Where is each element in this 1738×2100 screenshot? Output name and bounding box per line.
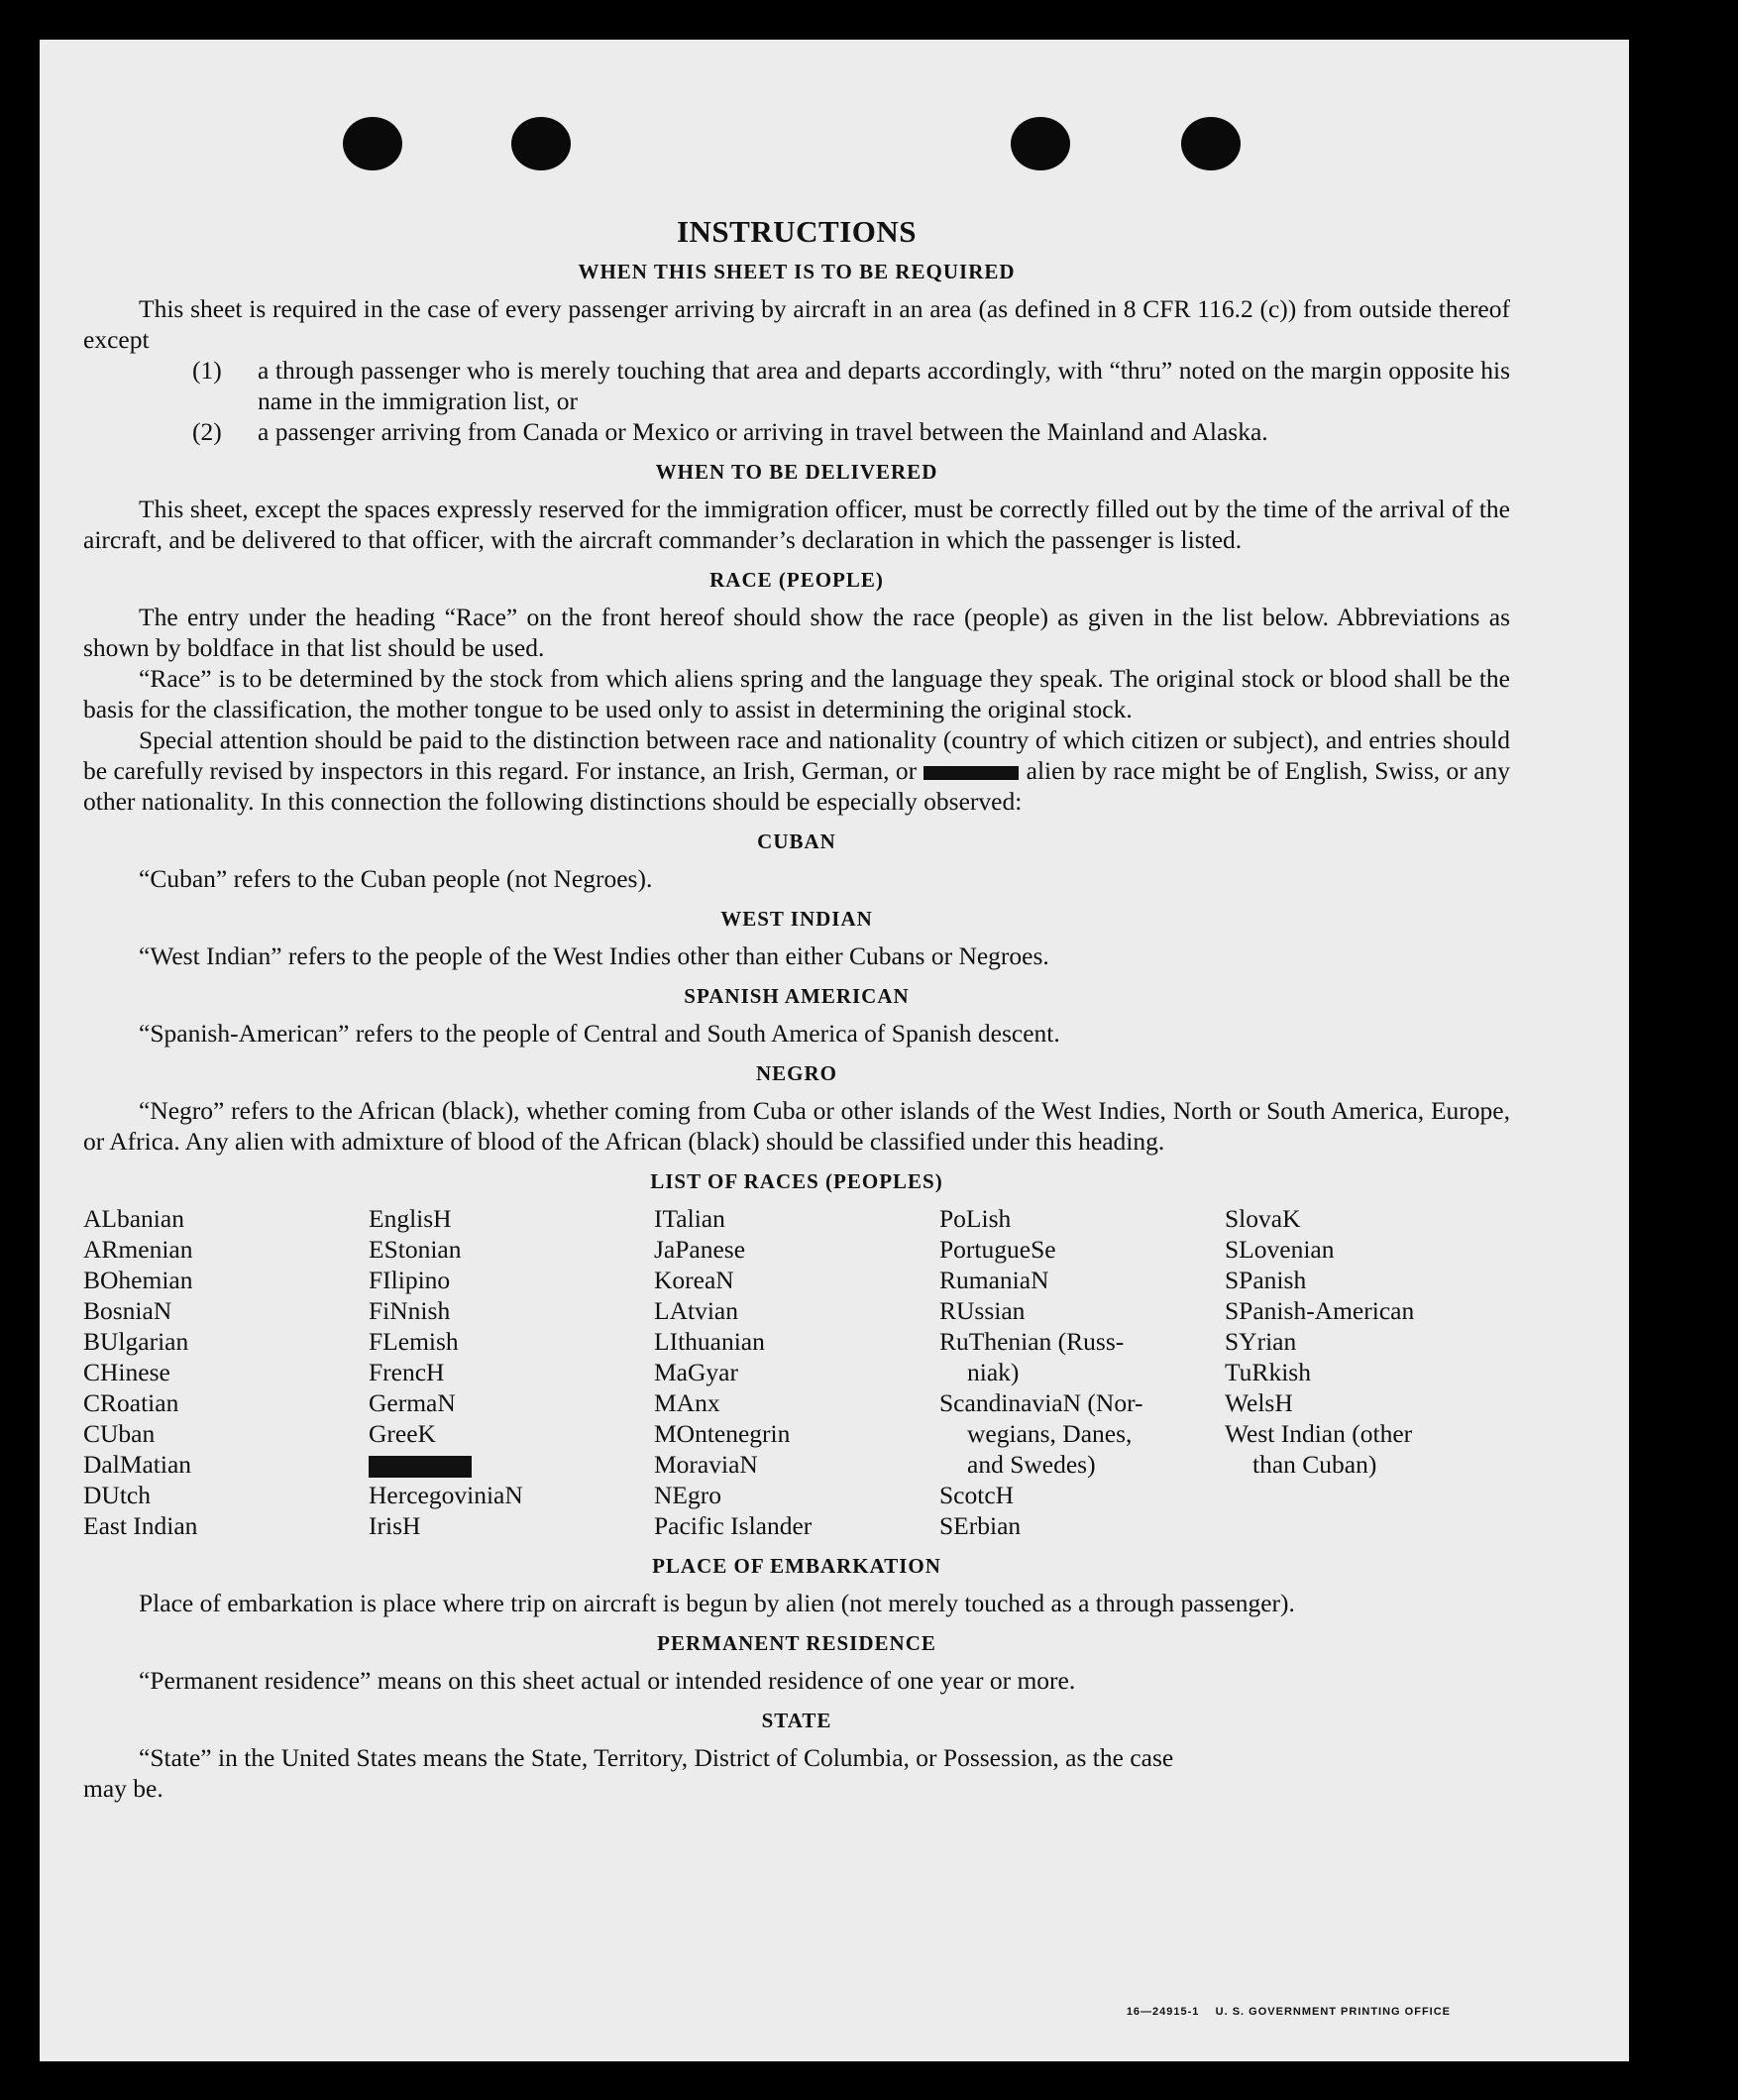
paragraph: The entry under the heading “Race” on the front hereof should show the race (people) as given in the list below. Abbreviations as shown by boldface in that list should be used.: [83, 603, 1510, 662]
race-entry: FIlipino: [369, 1266, 451, 1294]
race-entry: GermaN: [369, 1388, 456, 1417]
race-entry: WelsH: [1225, 1388, 1293, 1417]
race-entry: KoreaN: [654, 1266, 734, 1294]
race-entry: ARmenian: [83, 1235, 193, 1264]
race-entry: Pacific Islander: [654, 1511, 813, 1540]
race-entry: BosniaN: [83, 1296, 172, 1325]
race-entry: RumaniaN: [939, 1266, 1049, 1294]
race-entry: MoraviaN: [654, 1450, 758, 1479]
race-entry: LAtvian: [654, 1296, 738, 1325]
race-entry: HercegoviniaN: [369, 1481, 523, 1509]
page-title: INSTRUCTIONS: [676, 214, 917, 249]
race-entry: CHinese: [83, 1358, 170, 1386]
race-column: [83, 1203, 369, 1541]
race-entry: ITalian: [654, 1204, 725, 1233]
race-column: [654, 1203, 939, 1541]
punch-hole: [511, 117, 571, 170]
race-entry: ScotcH: [939, 1481, 1015, 1509]
paragraph: “State” in the United States means the State, Territory, District of Columbia, or Possession, as the case: [139, 1743, 1174, 1772]
race-entry: RUssian: [939, 1296, 1026, 1325]
paragraph: “Cuban” refers to the Cuban people (not Negroes).: [139, 864, 653, 893]
race-entry: JaPanese: [654, 1235, 746, 1264]
race-entry: BOhemian: [83, 1266, 193, 1294]
punch-hole: [1181, 117, 1241, 170]
section-heading: PLACE OF EMBARKATION: [652, 1554, 941, 1578]
paragraph: “Race” is to be determined by the stock from which aliens spring and the language they speak. The original stock or blood shall be the basis for the classification, the mother tongue to be used only to assist in determining the original stock.: [83, 664, 1510, 723]
document-sheet: [40, 40, 1629, 2061]
paragraph: Place of embarkation is place where trip on aircraft is begun by alien (not merely touched as a through passenger).: [139, 1589, 1295, 1617]
paragraph: This sheet, except the spaces expressly reserved for the immigration officer, must be correctly filled out by the time of the arrival of the aircraft, and be delivered to that officer, with the aircraft commander’s declaration in which the passenger is listed.: [83, 495, 1510, 554]
race-list: [83, 1203, 1510, 1541]
race-entry: SYrian: [1225, 1327, 1297, 1356]
section-heading: WEST INDIAN: [720, 907, 873, 931]
section-heading: STATE: [761, 1709, 832, 1732]
section-heading: NEGRO: [755, 1061, 837, 1085]
race-entry: NEgro: [654, 1481, 721, 1509]
race-entry: FLemish: [369, 1327, 459, 1356]
race-entry: SPanish-American: [1225, 1296, 1415, 1325]
race-entry: niak): [967, 1358, 1020, 1386]
section-heading: CUBAN: [757, 829, 836, 853]
paragraph: “Spanish-American” refers to the people of Central and South America of Spanish descent.: [139, 1019, 1060, 1048]
section-heading: PERMANENT RESIDENCE: [657, 1631, 936, 1655]
punch-hole: [1011, 117, 1070, 170]
race-entry: CRoatian: [83, 1388, 179, 1417]
print-code: 16—24915-1 U. S. GOVERNMENT PRINTING OFFICE: [1126, 2006, 1451, 2018]
race-entry: TuRkish: [1225, 1358, 1311, 1386]
paragraph: “Negro” refers to the African (black), whether coming from Cuba or other islands of the West Indies, North or South America, Europe, or Africa. Any alien with admixture of blood of the African (black) should be classified under this heading.: [83, 1096, 1510, 1156]
section-heading: SPANISH AMERICAN: [684, 984, 910, 1008]
punch-hole: [343, 117, 402, 170]
paragraph: Special attention should be paid to the distinction between race and nationality (country of which citizen or subject), and entries should be carefully revised by inspectors in this regard. For instance, an Irish, German, or alien by race might be of English, Swiss, or any other nationality. In this connection the following distinctions should be especially observed:: [83, 725, 1511, 816]
race-entry: PortugueSe: [939, 1235, 1056, 1264]
redaction-mark: [923, 766, 1019, 780]
race-entry: RuThenian (Russ-: [939, 1327, 1125, 1356]
race-entry: LIthuanian: [654, 1327, 765, 1356]
race-entry: BUlgarian: [83, 1327, 189, 1356]
race-entry: SErbian: [939, 1511, 1022, 1540]
race-entry: wegians, Danes,: [967, 1419, 1133, 1448]
race-entry: East Indian: [83, 1511, 198, 1540]
race-column: [369, 1203, 654, 1541]
race-entry: DalMatian: [83, 1450, 192, 1479]
race-entry: MAnx: [654, 1388, 720, 1417]
section-heading: RACE (PEOPLE): [709, 568, 884, 592]
redaction-mark: [369, 1456, 472, 1478]
race-entry: [369, 1449, 654, 1480]
section-heading: WHEN THIS SHEET IS TO BE REQUIRED: [578, 260, 1016, 283]
race-entry: DUtch: [83, 1481, 151, 1509]
race-column: [1225, 1203, 1510, 1541]
race-entry: EStonian: [369, 1235, 462, 1264]
race-column: [939, 1203, 1225, 1541]
race-entry: CUban: [83, 1419, 156, 1448]
race-entry: MOntenegrin: [654, 1419, 791, 1448]
paragraph: may be.: [83, 1774, 163, 1803]
paragraph: This sheet is required in the case of every passenger arriving by aircraft in an area (as defined in 8 CFR 116.2 (c)) from outside thereof except: [83, 294, 1510, 354]
race-entry: and Swedes): [967, 1450, 1096, 1479]
paragraph: “Permanent residence” means on this sheet actual or intended residence of one year or more.: [139, 1666, 1076, 1695]
paragraph: “West Indian” refers to the people of the West Indies other than either Cubans or Negroes.: [139, 941, 1049, 970]
list-item: (2) a passenger arriving from Canada or Mexico or arriving in travel between the Mainland and Alaska.: [192, 417, 1268, 446]
race-entry: SPanish: [1225, 1266, 1307, 1294]
race-entry: FiNnish: [369, 1296, 451, 1325]
list-item: (1) a through passenger who is merely touching that area and departs accordingly, with “thru” noted on the margin opposite his name in the immigration list, or: [192, 356, 1510, 415]
section-heading: LIST OF RACES (PEOPLES): [650, 1169, 943, 1193]
race-entry: IrisH: [369, 1511, 421, 1540]
race-entry: MaGyar: [654, 1358, 738, 1386]
section-heading: WHEN TO BE DELIVERED: [655, 460, 938, 484]
race-entry: SLovenian: [1225, 1235, 1335, 1264]
race-entry: than Cuban): [1252, 1450, 1377, 1479]
race-entry: FrencH: [369, 1358, 445, 1386]
instructions-body: [83, 176, 1510, 1804]
race-entry: ALbanian: [83, 1204, 184, 1233]
race-entry: SlovaK: [1225, 1204, 1301, 1233]
race-entry: GreeK: [369, 1419, 436, 1448]
race-entry: PoLish: [939, 1204, 1012, 1233]
race-entry: ScandinaviaN (Nor-: [939, 1388, 1143, 1417]
race-entry: West Indian (other: [1225, 1419, 1413, 1448]
race-entry: EnglisH: [369, 1204, 452, 1233]
